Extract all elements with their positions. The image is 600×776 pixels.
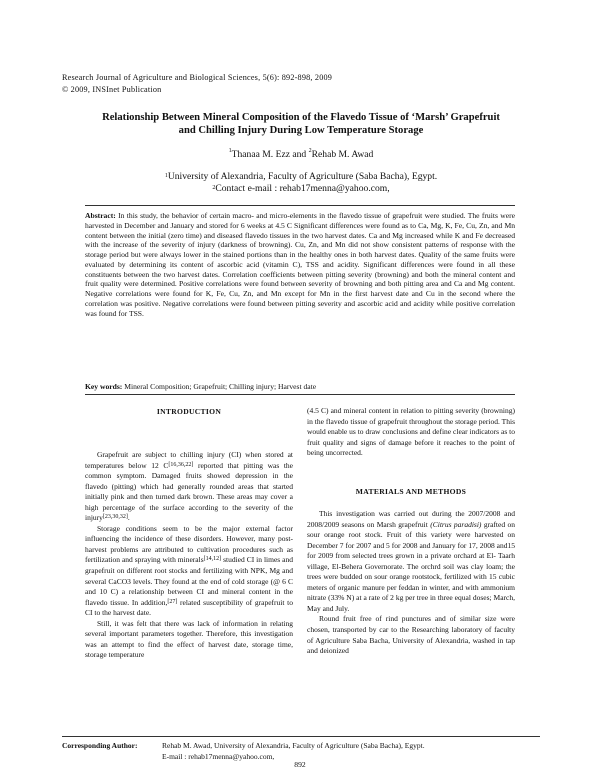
corresponding-label: Corresponding Author: (62, 741, 138, 750)
author-1: Thanaa M. Ezz and (231, 149, 309, 160)
intro-paragraph-4: (4.5 C) and mineral content in relation to pitting severity (browning) in the flavedo tissue of grapefruit throughout the storage period. This would enable us to draw conclusions and define clear indicators as to fruit quality and signs of damage before it reaches to the point of being uncorrected. (307, 406, 515, 458)
methods-paragraph-2: Round fruit free of rind punctures and of similar size were chosen, transported by car to the Researching laboratory of faculty of Agriculture Saba Bacha, University of Alexandria, washed in tap and deionized (307, 614, 515, 656)
affil-1-sup: 1 (164, 173, 168, 179)
author-2-sup: 2 (308, 148, 312, 154)
intro-paragraph-3: Still, it was felt that there was lack of information in relating several important parameters together. Therefore, this investigation was an attempt to find the effect of harvest date, storage time, storage temperature (85, 618, 293, 660)
methods-paragraph-1 (307, 509, 515, 614)
corresponding-line-1: Rehab M. Awad, University of Alexandria, Faculty of Agriculture (Saba Bacha), Egypt. (162, 741, 425, 750)
author-list (62, 149, 540, 160)
intro-p2-text-b: studied CI in limes and grapefruit on different root stocks and fertilizing with NPK, Mg and several CaCO3 levels. They found at the end of cold storage (@ 6 C and 10 C) a relationship between CI and mineral content in the flavedo tissue. In addition, (85, 555, 294, 607)
keywords-bottom-rule (85, 394, 515, 395)
paper-title (62, 111, 540, 137)
citation-ref: [27] (167, 598, 178, 605)
corresponding-author (62, 741, 425, 762)
keywords-text: Mineral Composition; Grapefruit; Chilling injury; Harvest date (122, 382, 317, 391)
methods-column (307, 509, 515, 657)
methods-p1-text-b: grafted on sour orange root stock. Fruit of this variety were harvested on December 7 for 2007 and 5 for 2008 and January for 17, 2008 and15 for 2009 from selected trees grown in a private orchard at El- Taarh village, El-Behera Governorate. The orchrd soil was clay loam; the trees were budded on sour orange rootstock, fertilized with 15 cubic meters of organic manure per feddan in winter, and with ammonium nitrate (33% N) at a rate of 2 kg per tree in three equal doses; March, May and July. (307, 519, 515, 613)
journal-line-1: Research Journal of Agriculture and Biological Sciences, 5(6): 892-898, 2009 (62, 73, 333, 82)
citation-ref: [16,36,22] (168, 461, 194, 468)
abstract (85, 211, 515, 318)
journal-citation (62, 72, 332, 96)
author-1-sup: 1 (228, 148, 232, 154)
intro-column (85, 450, 293, 661)
title-line-2: and Chilling Injury During Low Temperature Storage (178, 125, 424, 136)
affil-1: University of Alexandria, Faculty of Agriculture (Saba Bacha), Egypt. (167, 171, 438, 182)
abstract-label: Abstract: (85, 211, 116, 220)
author-2: Rehab M. Awad (311, 149, 374, 160)
keywords-label: Key words: (85, 382, 123, 391)
intro-p1-text-a: Grapefruit are subject to chilling injury (CI) when stored at temperatures below 12 C (85, 450, 293, 470)
journal-line-2: © 2009, INSInet Publication (62, 85, 162, 94)
intro-p2-text-a: Storage conditions seem to be the major external factor influencing the incidence of these disorders. However, many post-harvest problems are attributed to cultivation procedures such as fertilization and spraying with minerals (85, 523, 293, 565)
methods-p1-text-a: This investigation was carried out during the 2007/2008 and 2008/2009 seasons on Marsh grapefruit (307, 509, 515, 529)
intro-paragraph-2 (85, 524, 293, 619)
citation-ref: [23,30,32] (102, 514, 128, 521)
page-number: 892 (294, 760, 306, 769)
intro-p2-text-c: related susceptibility of grapefruit to CI to the harvest date. (85, 597, 293, 618)
intro-paragraph-1: Grapefruit are subject to chilling injury (CI) when stored at temperatures below 12 C[16,36,22] reported that pitting was the common symptom. Damaged fruits showed depression in the flavedo (pitting) which had generally rounded areas that started initially pink and then turned dark brown. These areas may cover a high percentage of the surface according to the severity of the injury[23,30,32]. (85, 450, 293, 523)
abstract-text: In this study, the behavior of certain macro- and micro-elements in the flavedo tissue of grapefruit were studied. The fruits were harvested in December and January and stored for 6 weeks at 4.5 C Significant differences were found as to Ca, Mg, K, Fe, Cu, Zn, and Mn content between the initial (zero time) and diseased flavedo tissues in the two harvest dates. Ca and Mg increased while K and Fe decreased with the increase of the severity of injury (darkness of browning). Cu, Zn, and Mn did not show consistent patterns of response with the storage period but were always lower in the stained portions than in the healthy ones in both harvest dates. Quality of the same fruits were evaluated by determining its content of ascorbic acid (vitamin C), TSS and acidity. Significant differences were found in all these constituents between the two harvest dates. Correlation coefficients between pitting severity (browning) and both the mineral content and fruit quality were determined. Positive correlations were found between severity of browning and both pitting area and Ca and Mg content. Negative correlations were found for K, Fe, Cu, Zn, and Mn except for Mn in the first harvest date and Cu in the second where the correlation was positive. Negative correlations were found between pitting severity and ascorbic acid and acidity while positive correlation was found for TSS. (85, 211, 515, 318)
abstract-top-rule (85, 205, 515, 206)
affiliations (62, 171, 540, 195)
title-line-1: Relationship Between Mineral Composition of the Flavedo Tissue of ‘Marsh’ Grapefruit (102, 112, 500, 123)
intro-continuation (307, 406, 515, 459)
species-name: (Citrus paradisi) (430, 519, 482, 529)
contact-email: Contact e-mail : rehab17menna@yahoo.com, (215, 183, 390, 194)
affil-2-sup: 2 (212, 185, 216, 191)
citation-ref: [14,12] (203, 556, 222, 563)
introduction-heading: INTRODUCTION (156, 407, 222, 416)
footer-rule (62, 736, 540, 737)
keywords (85, 382, 515, 391)
intro-p1-text-b: reported that pitting was the common symptom. Damaged fruits showed depression in the flavedo (pitting) which had generally rounded areas that started initially pink and then turned dark brown. These areas may cover a high percentage of the surface according to the severity of the injury (85, 460, 293, 523)
methods-heading: MATERIALS AND METHODS (355, 487, 467, 496)
corresponding-email: E-mail : rehab17menna@yahoo.com, (162, 751, 275, 761)
